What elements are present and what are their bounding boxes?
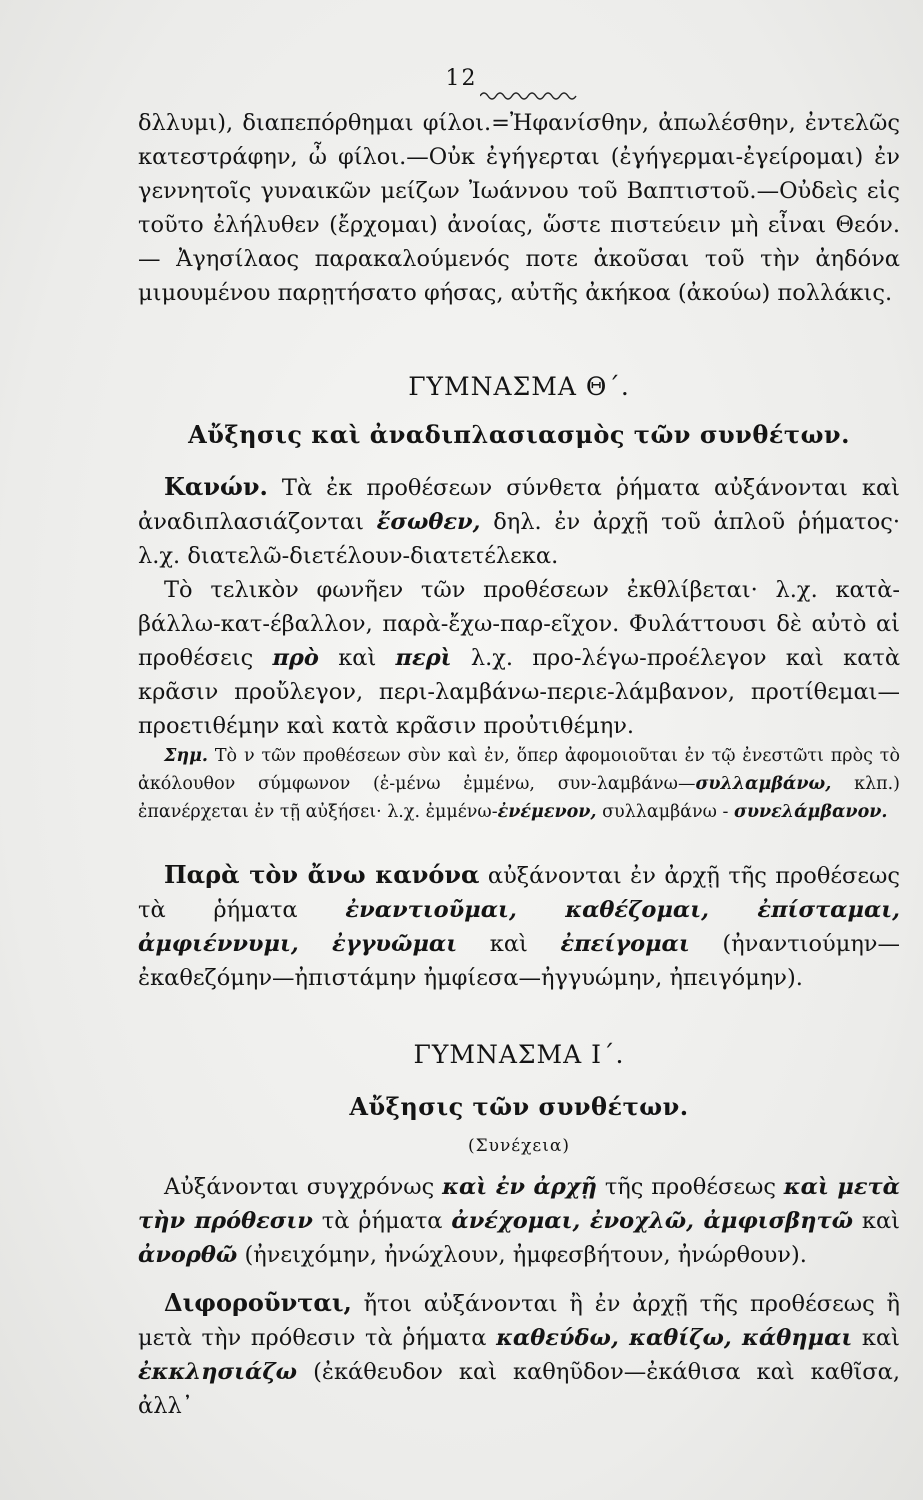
exception-paragraph bbox=[138, 858, 900, 995]
elision-text-continued: λ.χ. προ-λέγω-προέλεγον καὶ κατὰ κρᾶσιν προὔλεγον, περι-λαμβάνω-περιε-λάμβανον, προτίθεμαι—προετιθέμην καὶ κατὰ κρᾶσιν προὐτιθέμην. bbox=[138, 645, 901, 739]
elision-emphasis-pro: πρὸ bbox=[272, 645, 319, 671]
double-augment-emphasis-3: ἀνέχομαι, ἐνοχλῶ, ἀμφισβητῶ bbox=[451, 1208, 854, 1234]
paragraph-text: δλλυμι), διαπεπόρθημαι φίλοι.=Ἠφανίσθην, ἀπωλέσθην, ἐντελῶς κατεστράφην, ὦ φίλοι.—Οὐκ ἐγήγερται (ἐγήγερμαι-ἐγείρομαι) ἐν γεννητοῖς γυναικῶν μείζων Ἰωάννου τοῦ Βαπτιστοῦ.—Οὐδεὶς εἰς τοῦτο ἐλήλυθεν (ἔρχομαι) ἀνοίας, ὥστε πιστεύειν μὴ εἶναι Θεόν.— Ἀγησίλαος παρακαλούμενός ποτε ἀκοῦσαι τοῦ τὴν ἀηδόνα μιμουμένου παρῃτήσατο φήσας, αὐτῆς ἀκήκοα (ἀκούω) πολλάκις. bbox=[138, 110, 900, 306]
variant-augment-emphasis-2: ἐκκλησιάζω bbox=[138, 1359, 298, 1385]
elision-text: Τὸ τελικὸν φωνῆεν τῶν προθέσεων ἐκθλίβεται· λ.χ. κατὰ-βάλλω-κατ-έβαλλον, παρὰ-ἔχω-παρ-εῖχον. Φυλάττουσι δὲ αὐτὸ αἱ προθέσεις bbox=[138, 577, 900, 671]
double-augment-paragraph bbox=[138, 1170, 900, 1272]
continued-label bbox=[138, 1136, 900, 1156]
exception-block bbox=[138, 858, 900, 995]
double-augment-text: Αὐξάνονται συγχρόνως bbox=[164, 1174, 435, 1200]
variant-augment-and: καὶ bbox=[861, 1325, 900, 1351]
double-augment-emphasis-4: ἀνορθῶ bbox=[138, 1242, 238, 1268]
exception-and: καὶ bbox=[489, 931, 528, 957]
page-number: 12 bbox=[445, 66, 478, 91]
variant-augment-block bbox=[138, 1286, 900, 1423]
exercise-title: ΓΥΜΝΑΣΜΑ Ι΄. bbox=[413, 1040, 625, 1069]
variant-augment-paragraph bbox=[138, 1286, 900, 1423]
note-emphasis-2: ἐνέμενον, bbox=[497, 802, 597, 822]
note-emphasis-3: συνελάμβανον. bbox=[733, 802, 888, 822]
rule-block bbox=[138, 470, 900, 743]
variant-augment-lead: Διφοροῦνται, bbox=[164, 1288, 352, 1317]
rule-label: Κανών. bbox=[164, 472, 268, 501]
note-text-continued: κλπ.) ἐπανέρχεται ἐν τῇ αὐξήσει· λ.χ. ἐμμένω- bbox=[138, 774, 900, 822]
note-text-tail: συλλαμβάνω - bbox=[602, 802, 729, 822]
double-augment-emphasis-2: καὶ μετὰ τὴν πρόθεσιν bbox=[138, 1174, 900, 1234]
variant-augment-text-continued: (ἐκάθευδον καὶ καθηῦδον—ἐκάθισα καὶ καθῖσα, ἀλλ᾽ bbox=[138, 1359, 901, 1419]
elision-and: καὶ bbox=[338, 645, 377, 671]
note-label: Σημ. bbox=[164, 746, 208, 766]
exercise-subtitle: Αὔξησις τῶν συνθέτων. bbox=[349, 1092, 689, 1121]
double-augment-text-4: (ἠνειχόμην, ἠνώχλουν, ἠμφεσβήτουν, ἠνώρθουν). bbox=[244, 1242, 807, 1268]
exercise-9-heading bbox=[138, 372, 900, 401]
elision-emphasis-peri: περὶ bbox=[395, 645, 452, 671]
note-emphasis-1: συλλαμβάνω, bbox=[695, 774, 832, 794]
continued-text: (Συνέχεια) bbox=[467, 1136, 570, 1156]
exception-text-continued: (ἠναντιούμην—ἐκαθεζόμην—ἠπιστάμην ἠμφίεσα—ἠγγυώμην, ἠπειγόμην). bbox=[138, 931, 900, 991]
page-header bbox=[0, 66, 923, 91]
double-augment-block bbox=[138, 1170, 900, 1272]
rule-emphasis: ἔσωθεν, bbox=[376, 509, 481, 535]
note-text: Τὸ ν τῶν προθέσεων σὺν καὶ ἐν, ὅπερ ἀφομοιοῦται ἐν τῷ ἐνεστῶτι πρὸς τὸ ἀκόλουθον σύμφωνον (ἐ-μένω ἐμμένω, συν-λαμβάνω— bbox=[138, 746, 900, 794]
exception-lead: Παρὰ τὸν ἄνω κανόνα bbox=[164, 860, 480, 889]
wavy-underline-ornament bbox=[480, 90, 580, 102]
opening-paragraph bbox=[138, 106, 900, 310]
exercise-title: ΓΥΜΝΑΣΜΑ Θ΄. bbox=[408, 372, 630, 401]
exercise-9-subtitle bbox=[138, 420, 900, 449]
double-augment-and: καὶ bbox=[861, 1208, 901, 1234]
exception-text: αὐξάνονται ἐν ἀρχῇ τῆς προθέσεως τὰ ῥήματα bbox=[138, 863, 901, 923]
exception-emphasis-2: ἐπείγομαι bbox=[560, 931, 690, 957]
note-block bbox=[138, 742, 900, 826]
exercise-10-subtitle bbox=[138, 1092, 900, 1121]
double-augment-emphasis-1: καὶ ἐν ἀρχῇ bbox=[442, 1174, 597, 1200]
rule-paragraph bbox=[138, 470, 900, 573]
elision-paragraph bbox=[138, 573, 900, 743]
exercise-subtitle: Αὔξησις καὶ ἀναδιπλασιασμὸς τῶν συνθέτων. bbox=[188, 420, 850, 449]
double-augment-text-2: τῆς προθέσεως bbox=[604, 1174, 776, 1200]
variant-augment-text: ἤτοι αὐξάνονται ἢ ἐν ἀρχῇ τῆς προθέσεως ἢ μετὰ τὴν πρόθεσιν τὰ ῥήματα bbox=[138, 1291, 900, 1351]
variant-augment-emphasis: καθεύδω, καθίζω, κάθημαι bbox=[496, 1325, 853, 1351]
exercise-10-heading bbox=[138, 1040, 900, 1069]
rule-text-continued: δηλ. ἐν ἀρχῇ τοῦ ἁπλοῦ ῥήματος· λ.χ. διατελῶ-διετέλουν-διατετέλεκα. bbox=[138, 509, 900, 569]
double-augment-text-3: τὰ ῥήματα bbox=[321, 1208, 443, 1234]
exception-emphasis: ἐναντιοῦμαι, καθέζομαι, ἐπίσταμαι, ἀμφιέννυμι, ἐγγυῶμαι bbox=[138, 897, 900, 957]
rule-text: Τὰ ἐκ προθέσεων σύνθετα ῥήματα αὐξάνονται καὶ ἀναδιπλασιάζονται bbox=[138, 475, 901, 535]
